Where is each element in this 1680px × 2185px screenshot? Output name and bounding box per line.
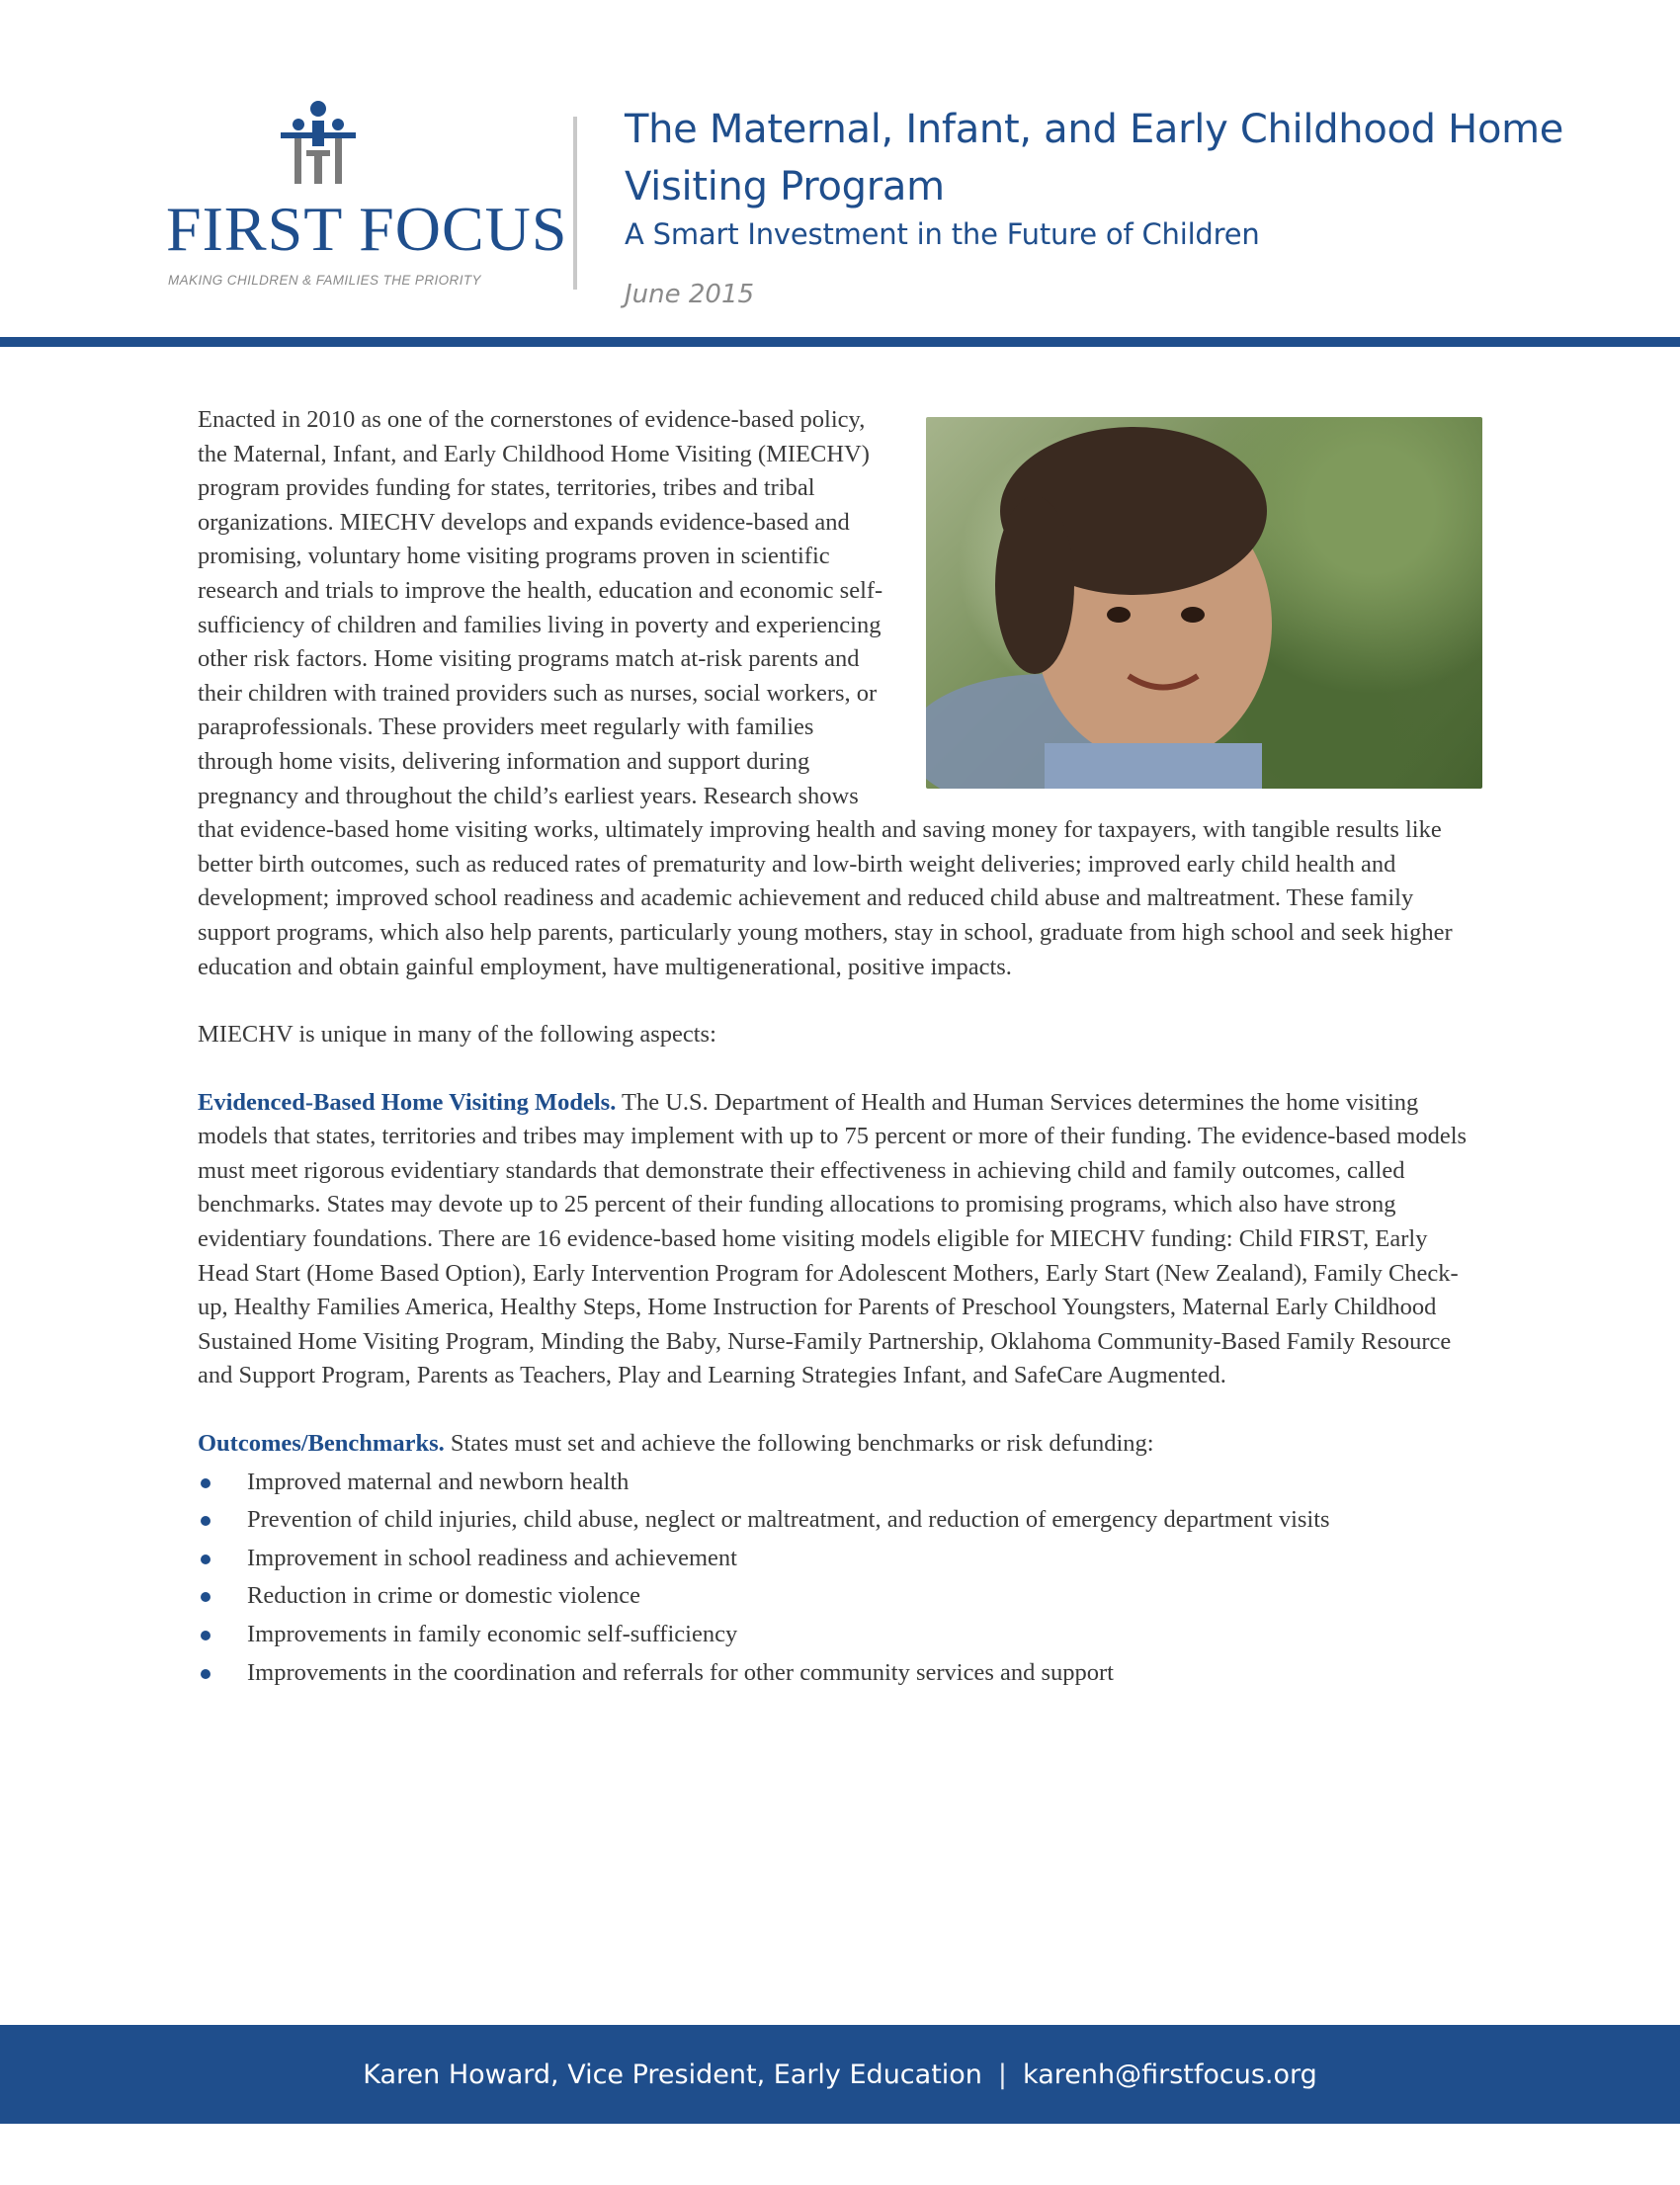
list-item: Improvement in school readiness and achievement	[198, 1542, 1482, 1576]
brand-tagline: MAKING CHILDREN & FAMILIES THE PRIORITY	[168, 273, 481, 288]
page-title: The Maternal, Infant, and Early Childhood Home Visiting Program	[625, 107, 1564, 210]
brand-name: FIRST FOCUS	[166, 194, 568, 264]
models-text: The U.S. Department of Health and Human Services determines the home visiting models that states, territories and tribes may implement with up to 75 percent or more of their funding. The evidence-based models must meet rigorous evidentiary standards that demonstrate their effectiveness in achieving child and family outcomes, called benchmarks. States may devote up to 25 percent of their funding allocations to promising programs, which also have strong evidentiary foundations. There are 16 evidence-based home visiting models eligible for MIECHV funding: Child FIRST, Early Head Start (Home Based Option), Early Intervention Program for Adolescent Mothers, Early Start (New Zealand), Family Check-up, Healthy Families America, Healthy Steps, Home Instruction for Parents of Preschool Youngsters, Maternal Early Childhood Sustained Home Visiting Program, Minding the Baby, Nurse-Family Partnership, Oklahoma Community-Based Family Resource and Support Program, Parents as Teachers, Play and Learning Strategies Infant, and SafeCare Augmented.	[198, 1088, 1468, 1389]
bullet-icon	[201, 1555, 210, 1564]
child-portrait-image	[926, 417, 1482, 789]
child-photo	[926, 417, 1482, 789]
footer-email-link[interactable]: karenh@firstfocus.org	[1023, 2059, 1317, 2090]
intro-paragraph: Enacted in 2010 as one of the cornerstones of evidence-based policy, the Maternal, Infant, and Early Childhood Home Visiting (MIECHV) program provides funding for states, territories, tribes and tribal organizations. MIECHV develops and expands evidence-based and promising, voluntary home visiting programs proven in scientific research and trials to improve the health, education and economic self-sufficiency of children and families living in poverty and experiencing other risk factors. Home visiting programs match at-risk parents and their children with trained providers such as nurses, social workers, or paraprofessionals. These providers meet regularly with families through home visits, delivering information and support during pregnancy and throughout the child’s earliest years. Research shows that evidence-based home visiting works, ultimately improving health and saving money for taxpayers, with tangible results like better birth outcomes, such as reduced rates of prematurity and low-birth weight deliveries; improved early child health and development; improved school readiness and academic achievement and reduced child abuse and maltreatment. These family support programs, which also help parents, particularly young mothers, stay in school, graduate from high school and seek higher education and obtain gainful employment, have multigenerational, positive impacts.	[198, 406, 1453, 980]
page-subtitle: A Smart Investment in the Future of Children	[625, 217, 1260, 251]
footer-bar	[0, 2025, 1680, 2124]
list-item: Reduction in crime or domestic violence	[198, 1579, 1482, 1614]
family-figures-icon	[279, 99, 358, 188]
header-divider	[573, 117, 577, 290]
footer-separator: |	[997, 2059, 1008, 2090]
outcomes-section	[198, 1427, 1482, 1690]
list-item: Prevention of child injuries, child abuse, neglect or maltreatment, and reduction of emergency department visits	[198, 1503, 1482, 1538]
list-item: Improvements in the coordination and referrals for other community services and support	[198, 1656, 1482, 1691]
list-item: Improved maternal and newborn health	[198, 1466, 1482, 1500]
models-section	[198, 1086, 1482, 1393]
bullet-icon	[201, 1516, 210, 1526]
document-body	[198, 403, 1482, 1694]
benchmarks-list	[198, 1466, 1482, 1691]
bullet-icon	[201, 1592, 210, 1602]
footer-contact: Karen Howard, Vice President, Early Education	[363, 2059, 982, 2090]
outcomes-text: States must set and achieve the following benchmarks or risk defunding:	[444, 1430, 1154, 1458]
unique-aspects-intro: MIECHV is unique in many of the following aspects:	[198, 1021, 716, 1049]
header-rule	[0, 337, 1680, 347]
bullet-icon	[201, 1631, 210, 1640]
publication-date: June 2015	[625, 280, 755, 309]
bullet-icon	[201, 1669, 210, 1679]
outcomes-heading: Outcomes/Benchmarks.	[198, 1430, 445, 1458]
models-heading: Evidenced-Based Home Visiting Models.	[198, 1088, 617, 1116]
list-item: Improvements in family economic self-sufficiency	[198, 1618, 1482, 1652]
organization-logo	[158, 99, 568, 296]
bullet-icon	[201, 1478, 210, 1488]
